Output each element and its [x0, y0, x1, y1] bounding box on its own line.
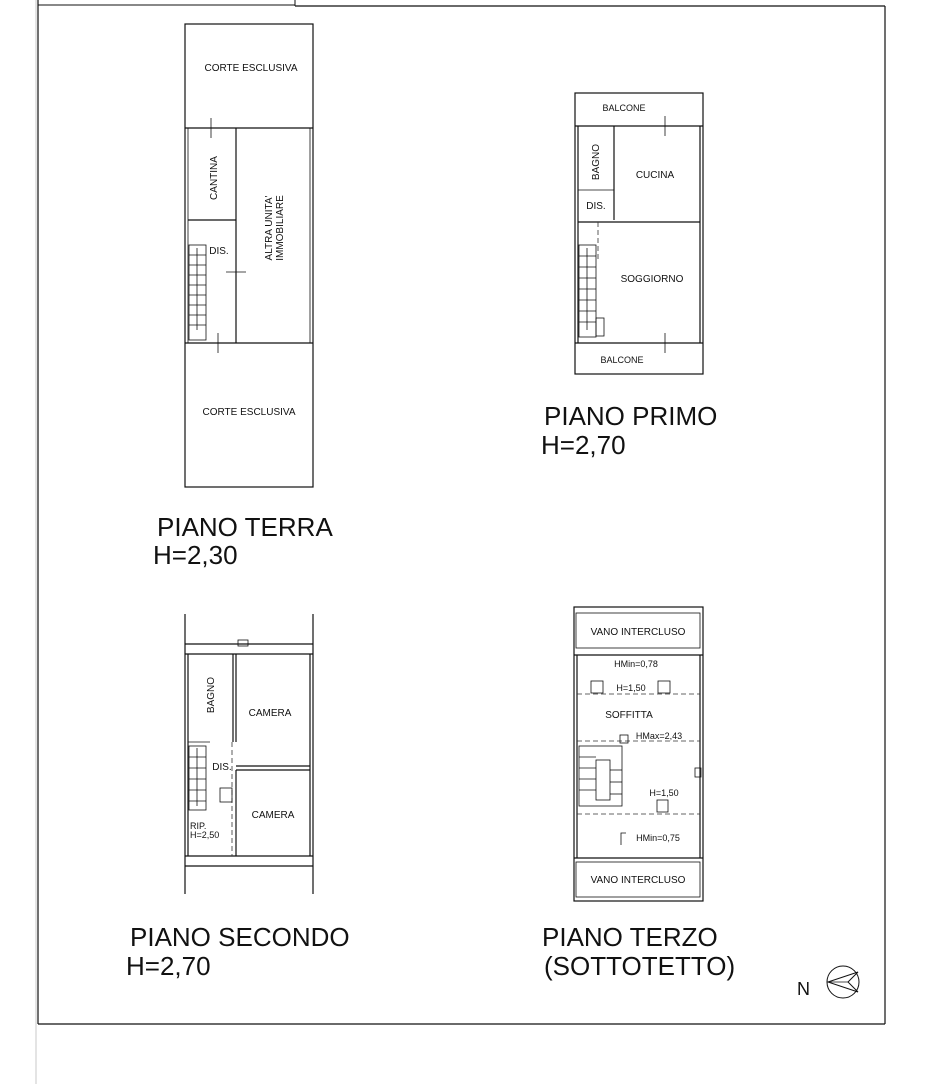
room-label: IMMOBILIARE	[275, 195, 286, 261]
room-label: BALCONE	[602, 103, 646, 113]
room-label: HMax=2,43	[635, 731, 683, 741]
room-label: H=1,50	[649, 788, 679, 798]
plan-piano-terzo	[542, 607, 735, 981]
plan-piano-terra	[153, 24, 333, 570]
stair-icon	[579, 746, 622, 806]
north-arrow	[797, 966, 859, 999]
room-label: CUCINA	[635, 170, 675, 181]
room-label: BAGNO	[206, 676, 217, 714]
room-label: SOFFITTA	[605, 710, 653, 721]
floor-title: PIANO SECONDO	[130, 922, 350, 952]
room-label: HMin=0,78	[614, 659, 658, 669]
compass-icon	[827, 966, 859, 998]
floor-height: H=2,70	[126, 951, 211, 981]
room-label: BALCONE	[600, 355, 644, 365]
stair-icon	[579, 245, 604, 337]
room-label: SOGGIORNO	[620, 274, 684, 285]
room-label: H=1,50	[616, 683, 646, 693]
room-label: DIS.	[212, 762, 232, 773]
floor-height: H=2,30	[153, 540, 238, 570]
floor-title: PIANO PRIMO	[544, 401, 718, 431]
floor-title: PIANO TERRA	[157, 512, 333, 542]
room-label: VANO INTERCLUSO	[590, 875, 686, 886]
room-label: RIP.	[190, 821, 207, 831]
room-label: CAMERA	[248, 708, 292, 719]
room-label: CAMERA	[251, 810, 295, 821]
floor-height: (SOTTOTETTO)	[544, 951, 736, 981]
room-label: DIS.	[586, 201, 606, 212]
plan-piano-primo	[541, 93, 717, 460]
stair-icon	[189, 245, 206, 340]
north-label: N	[797, 979, 810, 999]
room-label: CORTE ESCLUSIVA	[202, 407, 296, 418]
floor-height: H=2,70	[541, 430, 626, 460]
room-label: ALTRA UNITA'	[264, 195, 275, 261]
plan-piano-secondo	[126, 614, 350, 981]
room-label: HMin=0,75	[636, 833, 680, 843]
room-label: BAGNO	[591, 143, 602, 181]
room-label: CORTE ESCLUSIVA	[204, 63, 298, 74]
room-label: DIS.	[209, 246, 229, 257]
room-label: CANTINA	[209, 156, 220, 200]
floor-title: PIANO TERZO	[542, 922, 718, 952]
room-label: VANO INTERCLUSO	[590, 627, 686, 638]
stair-icon	[189, 746, 232, 810]
room-label: H=2,50	[190, 830, 220, 840]
